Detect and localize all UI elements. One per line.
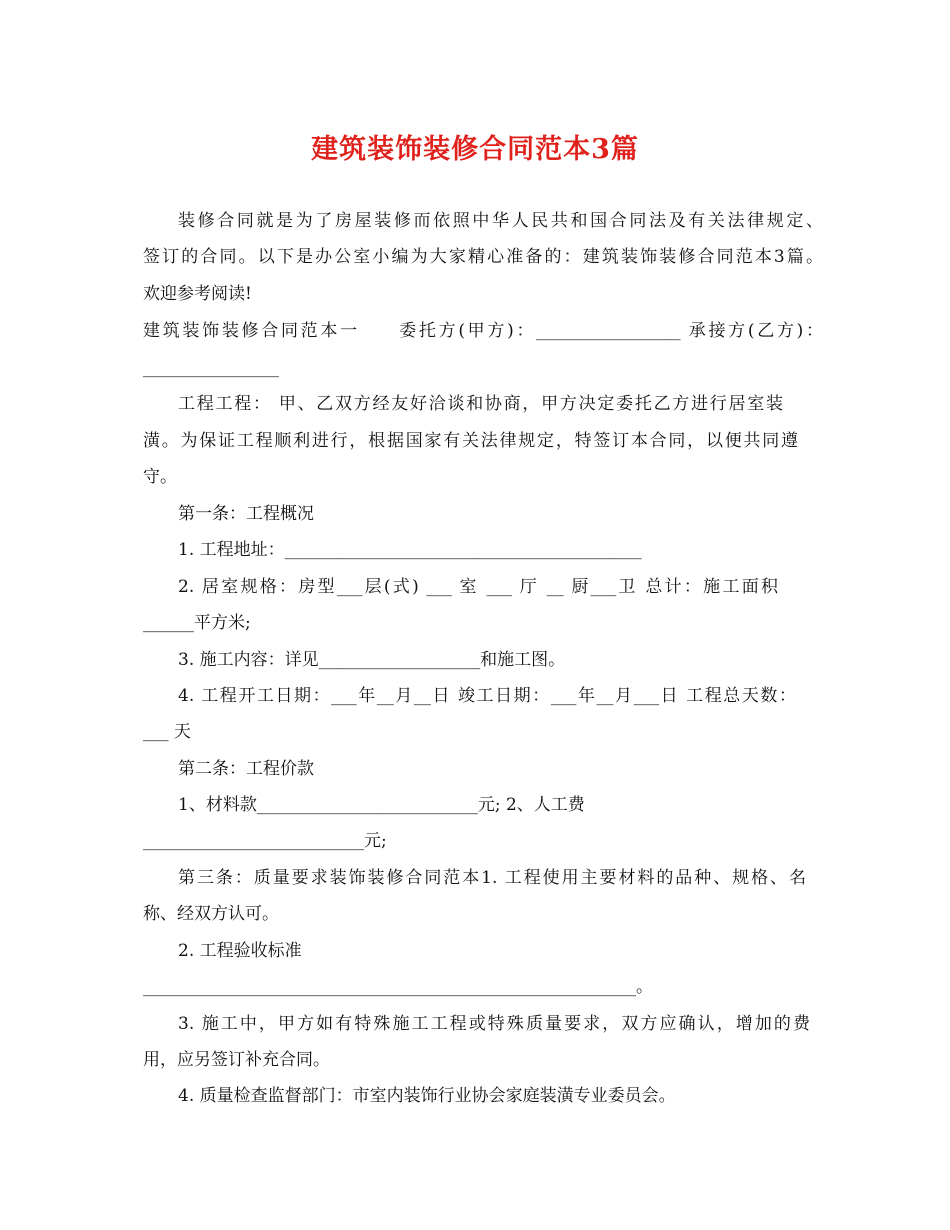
- paragraph-line: 2. 工程验收标准: [178, 941, 302, 961]
- paragraph-line: 1、材料款__________________________元; 2、人工费: [178, 795, 585, 815]
- paragraph-line: __________________________元;: [143, 831, 387, 851]
- section-heading: 第二条：工程价款: [178, 759, 314, 779]
- paragraph-line: 4. 工程开工日期：___年__月__日 竣工日期：___年__月___日 工程总天数：: [178, 686, 796, 706]
- paragraph-line: 潢。为保证工程顺利进行，根据国家有关法律规定，特签订本合同，以便共同遵: [143, 431, 798, 451]
- paragraph-line: 称、经双方认可。: [143, 904, 279, 924]
- section-heading: 第三条：质量要求装饰装修合同范本1. 工程使用主要材料的品种、规格、名: [178, 868, 806, 888]
- paragraph-line: ______平方米;: [143, 613, 251, 633]
- paragraph-line: 欢迎参考阅读!: [143, 284, 252, 304]
- paragraph-line: 用，应另签订补充合同。: [143, 1050, 330, 1070]
- paragraph-line: __________________________________________________________。: [143, 977, 653, 997]
- paragraph-line: 4. 质量检查监督部门：市室内装饰行业协会家庭装潢专业委员会。: [178, 1086, 676, 1106]
- paragraph-line: 建筑装饰装修合同范本一 委托方(甲方)：_________________ 承接方(乙方)：: [143, 321, 823, 341]
- paragraph-line: 3. 施工中，甲方如有特殊施工工程或特殊质量要求，双方应确认，增加的费: [178, 1014, 810, 1034]
- paragraph-line: 签订的合同。以下是办公室小编为大家精心准备的：建筑装饰装修合同范本3篇。: [143, 247, 823, 267]
- paragraph-line: 装修合同就是为了房屋装修而依照中华人民共和国合同法及有关法律规定、: [178, 211, 823, 231]
- paragraph-line: 2. 居室规格：房型___层(式) ___ 室 ___ 厅 __ 厨___卫 总计：施工面积: [178, 577, 778, 597]
- paragraph-line: 工程工程： 甲、乙双方经友好洽谈和协商，甲方决定委托乙方进行居室装: [178, 394, 783, 414]
- paragraph-line: 守。: [143, 467, 177, 487]
- paragraph-line: 1. 工程地址：__________________________________________: [178, 540, 642, 560]
- document-title: 建筑装饰装修合同范本3篇: [311, 134, 639, 165]
- paragraph-line: 3. 施工内容：详见___________________和施工图。: [178, 650, 566, 670]
- section-heading: 第一条：工程概况: [178, 504, 314, 524]
- paragraph-line: ________________: [143, 358, 279, 378]
- paragraph-line: ___ 天: [143, 722, 191, 742]
